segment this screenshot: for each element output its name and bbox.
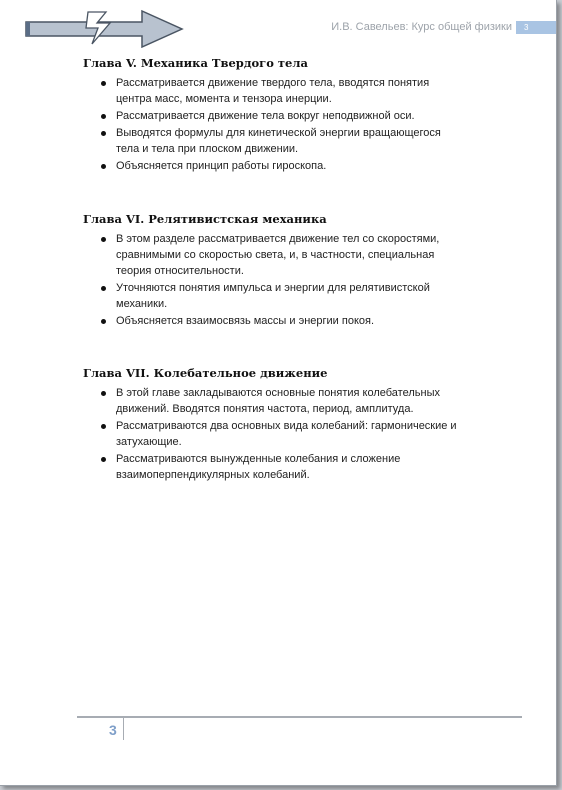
list-item	[116, 75, 461, 107]
list-item-text: Уточняются понятия импульса и энергии для релятивистской механики.	[116, 282, 430, 310]
list-item	[116, 418, 461, 450]
bullet-icon	[101, 457, 106, 462]
lightning-arrow-icon	[24, 8, 184, 48]
header-page-number: 3	[516, 21, 556, 34]
chapter-title: Глава V. Механика Твердого тела	[83, 56, 308, 70]
list-item	[116, 385, 461, 417]
bullet-icon	[101, 286, 106, 291]
list-item	[116, 280, 461, 312]
chapter-section	[83, 211, 461, 330]
list-item	[116, 158, 461, 174]
chapter-section	[83, 365, 461, 484]
bullet-list	[83, 385, 461, 483]
footer-separator	[123, 718, 124, 740]
list-item-text: Рассматриваются два основных вида колебаний: гармонические и затухающие.	[116, 420, 457, 448]
bullet-icon	[101, 131, 106, 136]
list-item-text: Выводятся формулы для кинетической энергии вращающегося тела и тела при плоском движении.	[116, 127, 441, 155]
list-item	[116, 108, 461, 124]
list-item-text: Объясняется взаимосвязь массы и энергии покоя.	[116, 315, 375, 327]
footer-page-number: 3	[109, 722, 117, 738]
header-title: И.В. Савельев: Курс общей физики	[331, 21, 512, 33]
list-item	[116, 313, 461, 329]
bullet-icon	[101, 424, 106, 429]
bullet-list	[83, 231, 461, 329]
bullet-icon	[101, 164, 106, 169]
list-item-text: Рассматриваются вынужденные колебания и сложение взаимоперпендикулярных колебаний.	[116, 453, 401, 481]
list-item-text: Рассматривается движение тела вокруг неподвижной оси.	[116, 110, 415, 122]
list-item	[116, 231, 461, 279]
list-item	[116, 451, 461, 483]
chapter-title: Глава VII. Колебательное движение	[83, 366, 328, 380]
footer-divider	[77, 716, 522, 718]
bullet-list	[83, 75, 461, 174]
list-item	[116, 125, 461, 157]
bullet-icon	[101, 237, 106, 242]
bullet-icon	[101, 319, 106, 324]
chapter-title: Глава VI. Релятивистская механика	[83, 212, 327, 226]
list-item-text: В этой главе закладываются основные понятия колебательных движений. Вводятся понятия частота, период, амплитуда.	[116, 387, 440, 415]
bullet-icon	[101, 114, 106, 119]
list-item-text: Рассматривается движение твердого тела, вводятся понятия центра масс, момента и тензора инерции.	[116, 77, 430, 105]
list-item-text: Объясняется принцип работы гироскопа.	[116, 160, 327, 172]
bullet-icon	[101, 81, 106, 86]
chapter-section	[83, 55, 461, 175]
list-item-text: В этом разделе рассматривается движение тел со скоростями, сравнимыми со скоростью света, и, в частности, специальная теория относительности.	[116, 233, 440, 277]
bullet-icon	[101, 391, 106, 396]
